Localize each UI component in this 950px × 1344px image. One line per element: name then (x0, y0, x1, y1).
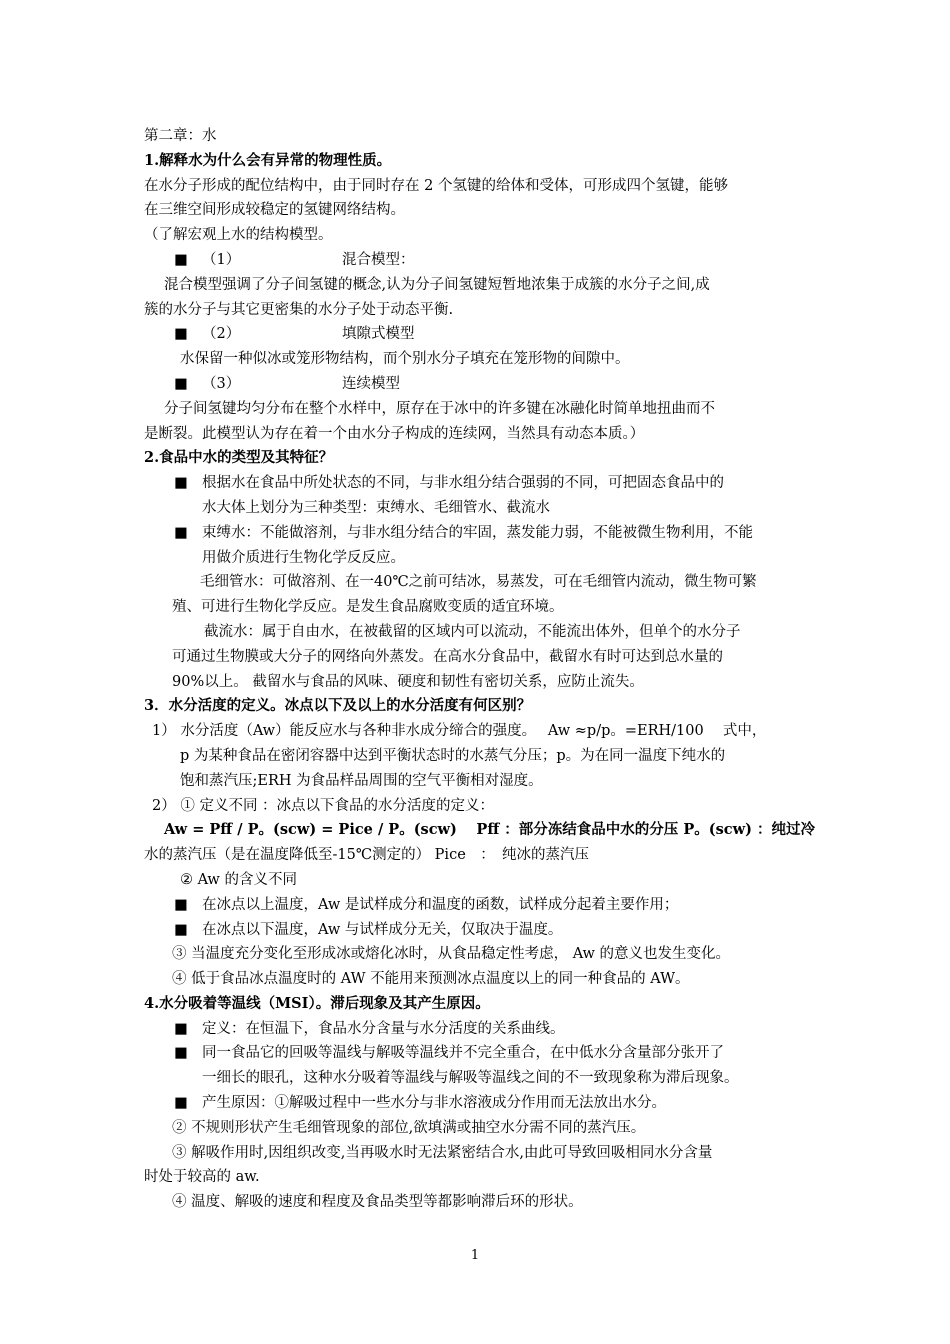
paragraph-line: 在三维空间形成较稳定的氢键网络结构。 (144, 202, 405, 219)
bullet-item: ■ 定义：在恒温下，食品水分含量与水分活度的关系曲线。 (144, 1017, 812, 1042)
paragraph-line: ④ 温度、解吸的速度和程度及食品类型等都影响滞后环的形状。 (172, 1194, 583, 1211)
paragraph-line: ② 不规则形状产生毛细管现象的部位,欲填满或抽空水分需不同的蒸汽压。 (172, 1119, 646, 1136)
bullet-item: ■ 产生原因：①解吸过程中一些水分与非水溶液成分作用而无法放出水分。 (144, 1091, 812, 1116)
paragraph-line: 截流水：属于自由水，在被截留的区域内可以流动，不能流出体外，但单个的水分子 (204, 623, 741, 640)
paragraph-line: 水大体上划分为三种类型：束缚水、毛细管水、截流水 (202, 499, 550, 516)
bullet-item: ■ 根据水在食品中所处状态的不同，与非水组分结合强弱的不同，可把固态食品中的 (144, 471, 812, 496)
question-4-heading: 4.水分吸着等温线（MSI）。滞后现象及其产生原因。 (144, 994, 490, 1012)
paragraph-line: 殖、可进行生物化学反应。是发生食品腐败变质的适宜环境。 (172, 599, 564, 616)
bullet-icon: ■ (174, 524, 188, 541)
paragraph-line: ④ 低于食品冰点温度时的 AW 不能用来预测冰点温度以上的同一种食品的 AW。 (172, 971, 690, 988)
bullet-icon: ■ (174, 326, 188, 343)
paragraph-line: 饱和蒸汽压;ERH 为食品样品周围的空气平衡相对湿度。 (180, 772, 543, 789)
paragraph-line: 用做介质进行生物化学反反应。 (202, 549, 405, 566)
bullet-icon: ■ (174, 1095, 188, 1112)
paragraph-line: 混合模型强调了分子间氢键的概念,认为分子间氢键短暂地浓集于成簇的水分子之间,成 (164, 276, 710, 293)
bullet-icon: ■ (174, 896, 188, 913)
paragraph-line: 毛细管水：可做溶剂、在一40℃之前可结冰，易蒸发，可在毛细管内流动，微生物可繁 (200, 574, 757, 591)
item-number: （3） (202, 375, 241, 392)
question-3-heading: 3．水分活度的定义。冰点以下及以上的水分活度有何区别？ (144, 697, 532, 715)
paragraph-line: （了解宏观上水的结构模型。 (144, 227, 333, 244)
paragraph-line: ③ 解吸作用时,因组织改变,当再吸水时无法紧密结合水,由此可导致回吸相同水分含量 (172, 1144, 713, 1161)
paragraph-line: 簇的水分子与其它更密集的水分子处于动态平衡. (144, 301, 454, 318)
bullet-item: ■ 同一食品它的回吸等温线与解吸等温线并不完全重合，在中低水分含量部分张开了 (144, 1041, 812, 1066)
item-heading: 连续模型 (342, 375, 400, 392)
paragraph-line: p 为某种食品在密闭容器中达到平衡状态时的水蒸气分压；p。为在同一温度下纯水的 (180, 747, 726, 764)
page-number: 1 (470, 1248, 480, 1263)
bullet-item (144, 322, 812, 347)
bullet-icon: ■ (174, 1045, 188, 1062)
question-1-heading: 1.解释水为什么会有异常的物理性质。 (144, 151, 392, 169)
paragraph-line: 一细长的眼孔，这种水分吸着等温线与解吸等温线之间的不一致现象称为滞后现象。 (202, 1070, 739, 1087)
bullet-item (144, 372, 812, 397)
item-heading: 混合模型： (342, 251, 415, 268)
paragraph-line: ③ 当温度充分变化至形成冰或熔化冰时，从食品稳定性考虑， Aw 的意义也发生变化。 (172, 946, 731, 963)
paragraph-line: 水保留一种似冰或笼形物结构，而个别水分子填充在笼形物的间隙中。 (180, 351, 630, 368)
bullet-icon: ■ (174, 251, 188, 268)
bullet-icon: ■ (174, 921, 188, 938)
paragraph-line: 时处于较高的 aw. (144, 1169, 260, 1186)
bullet-icon: ■ (174, 375, 188, 392)
paragraph-line: ② Aw 的含义不同 (180, 871, 297, 888)
bullet-icon: ■ (174, 1020, 188, 1037)
paragraph-line: 可通过生物膜或大分子的网络向外蒸发。在高水分食品中，截留水有时可达到总水量的 (172, 648, 723, 665)
paragraph-line: 分子间氢键均匀分布在整个水样中，原存在于冰中的许多键在冰融化时简单地扭曲而不 (164, 400, 715, 417)
item-number: （1） (202, 251, 241, 268)
bullet-item: ■ 在冰点以下温度，Aw 与试样成分无关，仅取决于温度。 (144, 918, 812, 943)
bullet-item: ■ 在冰点以上温度，Aw 是试样成分和温度的函数，试样成分起着主要作用； (144, 893, 812, 918)
item-heading: 填隙式模型 (342, 326, 415, 343)
question-2-heading: 2.食品中水的类型及其特征？ (144, 449, 334, 467)
item-number: （2） (202, 326, 241, 343)
bullet-item: ■ 束缚水：不能做溶剂，与非水组分结合的牢固，蒸发能力弱，不能被微生物利用，不能 (144, 521, 812, 546)
paragraph-line: 是断裂。此模型认为存在着一个由水分子构成的连续网，当然具有动态本质。） (144, 425, 645, 442)
document-body (144, 124, 815, 1215)
paragraph-line: 2） ① 定义不同 ：冰点以下食品的水分活度的定义： (152, 797, 495, 814)
paragraph-line: 90%以上。 截留水与食品的风味、硬度和韧性有密切关系，应防止流失。 (172, 673, 644, 690)
chapter-title: 第二章：水 (144, 128, 217, 144)
bullet-icon: ■ (174, 475, 188, 492)
paragraph-line: 水的蒸汽压（是在温度降低至-15℃测定的） Pice ： 纯冰的蒸汽压 (144, 847, 590, 864)
formula-line: Aw = Pff / P。(scw) = Pice / P。(scw) Pff ：部分冻结食品中水的分压 P。(scw) ：纯过冷 (164, 821, 815, 839)
paragraph-line: 1） 水分活度（Aw）能反应水与各种非水成分缔合的强度。 Aw ≈p/p。=ERH/100 式中， (152, 723, 767, 740)
paragraph-line: 在水分子形成的配位结构中，由于同时存在 2 个氢键的给体和受体，可形成四个氢键，能够 (144, 177, 728, 194)
bullet-item (144, 248, 812, 273)
